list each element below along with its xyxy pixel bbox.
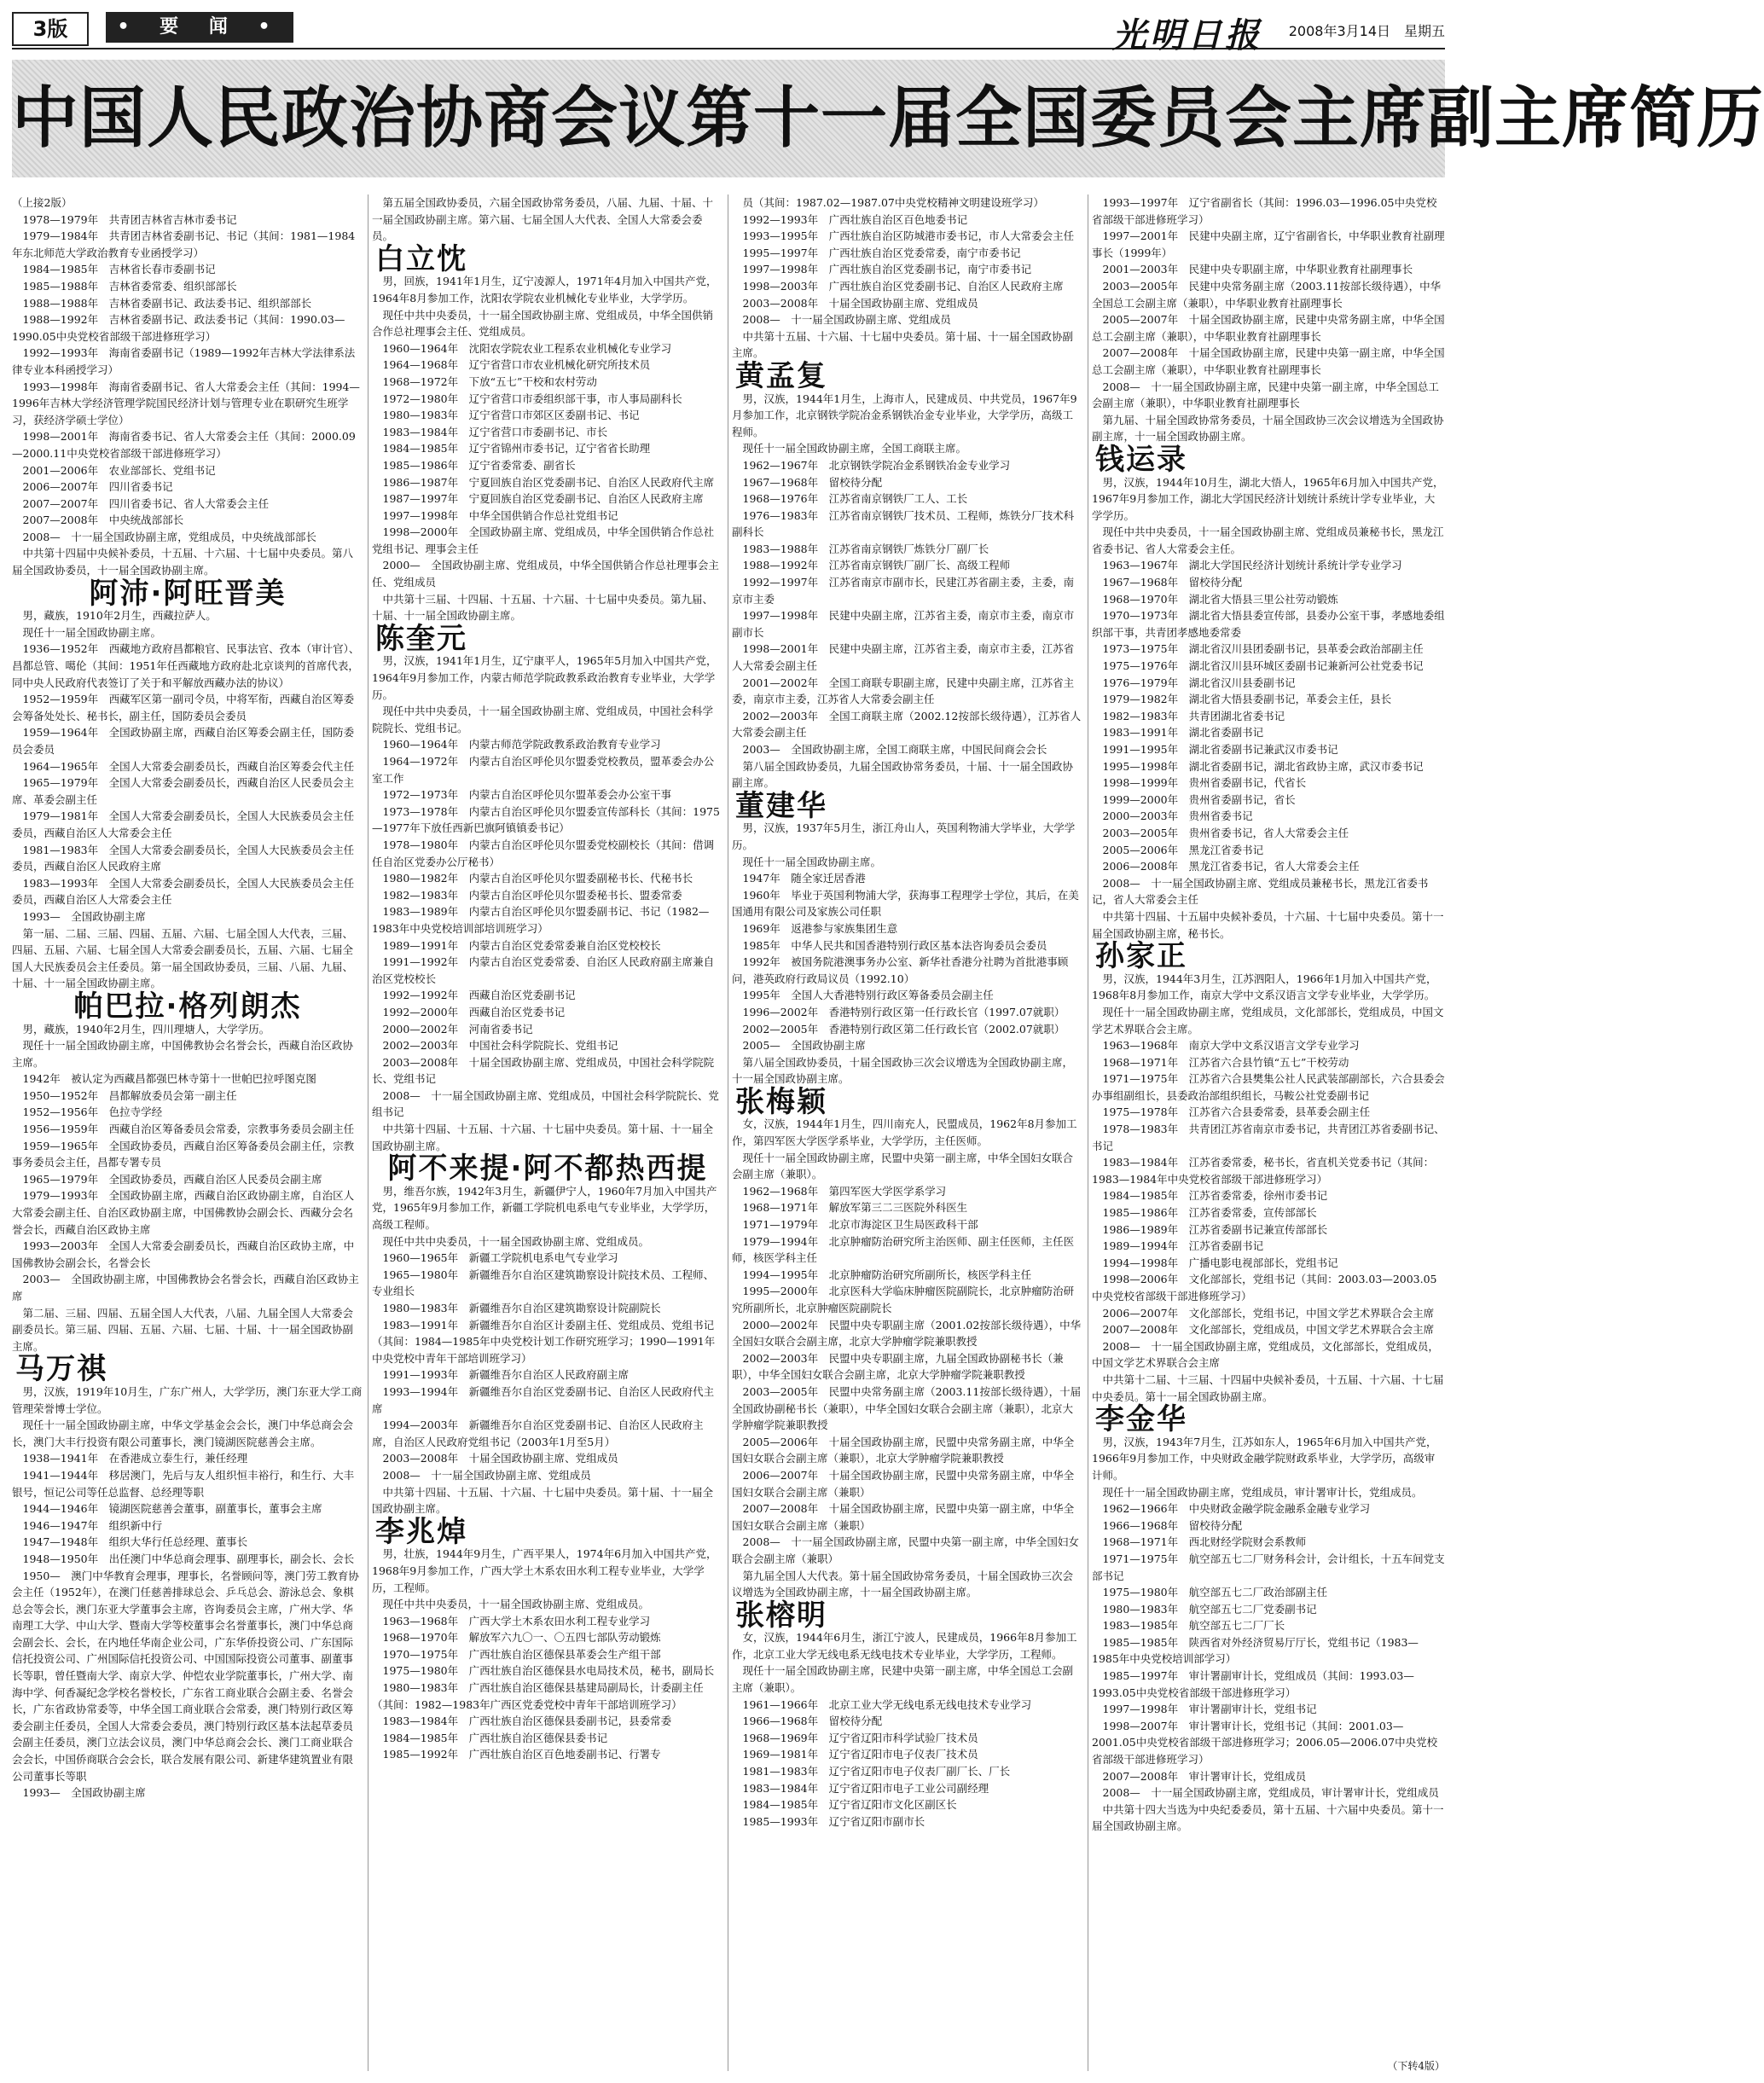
bio-line: 1976—1979年 湖北省汉川县委副书记 xyxy=(1102,676,1296,689)
bio-line: 1984—1985年 辽宁省辽阳市文化区副区长 xyxy=(742,1798,957,1812)
bio-line: 中共第十三届、十四届、十五届、十六届、十七届中央委员。第九届、十届、十一届全国政协副主席。 xyxy=(372,592,714,623)
person-name-heading: 孙家正 xyxy=(1095,939,1187,974)
bio-line: 男，汉族，1919年10月生，广东广州人，大学学历，澳门东亚大学工商管理荣誉博士学位。 xyxy=(12,1384,363,1415)
bio-line: （上接2版） xyxy=(12,196,73,209)
bio-line: 1989—1991年 内蒙古自治区党委常委兼自治区党校校长 xyxy=(382,938,661,952)
bio-line: 1989—1994年 江苏省委副书记 xyxy=(1102,1239,1264,1253)
bio-line: 1983—1984年 辽宁省营口市委副书记、市长 xyxy=(382,425,608,438)
bio-line: 1984—1985年 江苏省委常委，徐州市委书记 xyxy=(1102,1189,1328,1203)
person-name-heading: 董建华 xyxy=(735,788,827,823)
bio-line: 1991—1995年 湖北省委副书记兼武汉市委书记 xyxy=(1102,743,1338,756)
bio-line: 1983—1984年 江苏省委常委，秘书长，省直机关党委书记（其间：1983—1984年中央党校省部级干部进修班学习） xyxy=(1092,1156,1435,1186)
bio-line: 1993— 全国政协副主席 xyxy=(22,909,146,923)
bio-line: 1963—1968年 广西大学土木系农田水利工程专业学习 xyxy=(382,1614,651,1628)
bio-line: 1987—1997年 宁夏回族自治区党委副书记、自治区人民政府主席 xyxy=(382,492,704,506)
bio-line: 1976—1983年 江苏省南京钢铁厂技术员、工程师，炼铁分厂技术科副科长 xyxy=(732,508,1075,539)
bio-line: 1968—1972年 下放“五七”干校和农村劳动 xyxy=(382,374,597,388)
bio-line: 中共第十四届、十五届中央候补委员，十六届、十七届中央委员。第十一届全国政协副主席，秘书长。 xyxy=(1092,909,1444,940)
bio-line: 1998—2006年 文化部部长，党组书记（其间：2003.03—2003.05中央党校省部级干部进修班学习） xyxy=(1092,1273,1437,1303)
bio-line: 1983—1989年 内蒙古自治区呼伦贝尔盟委副书记、书记（1982—1983年中央党校培训部培训班学习） xyxy=(372,905,710,935)
bio-line: 1978—1979年 共青团吉林省吉林市委书记 xyxy=(22,212,237,226)
bio-line: 1988—1988年 吉林省委副书记、政法委书记、组织部部长 xyxy=(22,296,312,310)
person-name-heading: 马万祺 xyxy=(15,1352,107,1387)
bio-line: 1985—1992年 广西壮族自治区百色地委副书记、行署专 xyxy=(382,1748,661,1761)
bio-line: 1988—1992年 吉林省委副书记、政法委书记（其间：1990.03—1990.05中央党校省部级干部进修班学习） xyxy=(12,313,345,343)
bio-line: 1985—1985年 陕西省对外经济贸易厅厅长，党组书记（1983—1985年中央党校培训部学习） xyxy=(1092,1635,1419,1666)
bio-line: 2007—2008年 文化部部长，党组成员，中国文学艺术界联合会主席 xyxy=(1102,1323,1435,1337)
bio-line: 2005—2007年 十届全国政协副主席，民建中央常务副主席，中华全国总工会副主席（兼职），中华职业教育社副理事长 xyxy=(1092,313,1445,343)
bio-line: 2002—2005年 香港特别行政区第二任行政长官（2002.07就职） xyxy=(742,1022,1065,1036)
bio-line: 1956—1959年 西藏自治区筹备委员会常委，宗教事务委员会副主任 xyxy=(22,1123,355,1136)
bio-line: 2006—2007年 文化部部长，党组书记，中国文学艺术界联合会主席 xyxy=(1102,1306,1435,1320)
column-4 xyxy=(1092,194,1445,2071)
bio-line: 1968—1976年 江苏省南京钢铁厂工人、工长 xyxy=(742,492,968,506)
bio-line: 现任十一届全国政协副主席，党组成员，审计署审计长，党组成员。 xyxy=(1102,1485,1423,1499)
section-label: • 要 闻 • xyxy=(106,12,293,43)
bio-line: 中共第十五届、十六届、十七届中央委员。第十届、十一届全国政协副主席。 xyxy=(732,329,1074,360)
bio-line: 中共第十四届中央候补委员，十五届、十六届、十七届中央委员。第八届全国政协委员，十一届全国政协副主席。 xyxy=(12,547,354,577)
bio-line: 1979—1984年 共青团吉林省委副书记、书记（其间：1981—1984年东北师范大学政治教育专业函授学习） xyxy=(12,229,356,259)
bio-line: 1984—1985年 广西壮族自治区德保县委书记 xyxy=(382,1731,608,1744)
bio-line: 1992—1992年 西藏自治区党委副书记 xyxy=(382,989,576,1002)
bio-line: 1994—1995年 北京肿瘤防治研究所副所长，核医学科主任 xyxy=(742,1268,1032,1281)
continuation-note: （下转4版） xyxy=(1387,2060,1445,2072)
bio-line: 1982—1983年 内蒙古自治区呼伦贝尔盟委秘书长、盟委常委 xyxy=(382,888,682,902)
bio-line: 2000—2002年 河南省委书记 xyxy=(382,1022,533,1036)
bio-line: 1981—1983年 全国人大常委会副委员长，全国人大民族委员会主任委员，西藏自治区人民政府主席 xyxy=(12,843,355,873)
bio-line: 2008— 十一届全国政协副主席，党组成员，中央统战部部长 xyxy=(22,530,316,543)
bio-line: 2006—2007年 十届全国政协副主席，民盟中央常务副主席，中华全国妇女联合会副主席（兼职） xyxy=(732,1468,1075,1499)
bio-line: 1971—1979年 北京市海淀区卫生局医政科干部 xyxy=(742,1218,978,1232)
bio-line: 1960—1964年 内蒙古师范学院政教系政治教育专业学习 xyxy=(382,738,661,751)
bio-line: 1979—1981年 全国人大常委会副委员长，全国人大民族委员会主任委员，西藏自治区人大常委会主任 xyxy=(12,809,355,839)
bio-line: 2002—2003年 民盟中央专职副主席，九届全国政协副秘书长（兼职），中华全国妇女联合会副主席，北京大学肿瘤学院兼职教授 xyxy=(732,1351,1064,1382)
newspaper-masthead: 光明日报 xyxy=(1112,15,1262,55)
bio-line: 现任十一届全国政协副主席，民建中央第一副主席，中华全国总工会副主席（兼职）。 xyxy=(732,1664,1074,1695)
bio-line: 1975—1980年 航空部五七二厂政治部副主任 xyxy=(1102,1586,1328,1599)
bio-line: 1944—1946年 镜湖医院慈善会董事，副董事长，董事会主席 xyxy=(22,1502,322,1516)
bio-line: 1947—1948年 组织大华行任总经理、董事长 xyxy=(22,1535,248,1549)
bio-line: 1950— 澳门中华教育会理事，理事长，名誉顾问等，澳门劳工教育协会主任（1952年），在澳门任慈善排球总会、乒乓总会、游泳总会、象棋总会等会长，澳门东亚大学董事会主席，咨询委员会主席，广州大学、华南理工大学、中山大学、暨南大学等校董事会名誉董事长，澳门中华总商会副会长、会长，在内地任华南企业公司，广东华侨投资公司、广东国际信托投资公司、广州国际信托投资公司、中国国际投资公司董事、副董事长等职，曾任暨南大学、南京大学、仲恺农业学院董事长，广州大学、南海中学、何香凝纪念学校名誉校长，广东省工商业联合会副主委、名誉会长，广东省政协常委等，中华全国工商业联合会常委，澳门特别行政区筹委会副主任委员，全国人大常委会委员，澳门特别行政区基本法起草委员会副主任委员，澳门立法会议员，澳门中华总商会会长、澳门工商业联合会会长，中国侨商联合会会长，联合发展有限公司、新建华建筑置业有限公司董事长等职 xyxy=(12,1569,359,1783)
bio-line: 2003—2008年 十届全国政协副主席、党组成员 xyxy=(742,296,978,310)
bio-line: 1936—1952年 西藏地方政府昌都粮官、民事法官、孜本（审计官）、昌都总管、噶伦（其间：1951年任西藏地方政府赴北京谈判的首席代表，同中央人民政府代表签订了关于和平解放西藏办法的协议） xyxy=(12,642,360,689)
bio-line: 1946—1947年 组织新中行 xyxy=(22,1518,163,1532)
bio-line: 1971—1975年 航空部五七二厂财务科会计，会计组长，十五车间党支部书记 xyxy=(1092,1552,1445,1582)
dateline: 2008年3月14日 星期五 xyxy=(1288,23,1445,39)
bio-line: 1960年 毕业于英国利物浦大学，获海事工程理学士学位，其后，在美国通用有限公司及家族公司任职 xyxy=(732,888,1079,919)
bio-line: 1998—2001年 海南省委书记、省人大常委会主任（其间：2000.09—2000.11中央党校省部级干部进修班学习） xyxy=(12,430,356,460)
bio-line: 1973—1978年 内蒙古自治区呼伦贝尔盟委宣传部科长（其间：1975—1977年下放任西新巴旗阿镇镇委书记） xyxy=(372,804,720,835)
bio-line: 1992—1993年 海南省委副书记（1989—1992年吉林大学法律系法律专业本科函授学习） xyxy=(12,346,356,376)
bio-line: 1997—2001年 民建中央副主席，辽宁省副省长，中华职业教育社副理事长（1999年） xyxy=(1092,229,1445,259)
bio-line: 1973—1975年 湖北省汉川县团委副书记，县革委会政治部副主任 xyxy=(1102,642,1424,656)
bio-line: 2007—2007年 四川省委书记、省人大常委会主任 xyxy=(22,496,270,510)
bio-line: 2003—2005年 民建中央常务副主席（2003.11按部长级待遇），中华全国总工会副主席（兼职），中华职业教育社副理事长 xyxy=(1092,279,1442,310)
article-body xyxy=(12,194,1445,2071)
bio-line: 1962—1966年 中央财政金融学院金融系金融专业学习 xyxy=(1102,1502,1371,1516)
bio-line: 男，汉族，1943年7月生，江苏如东人，1965年6月加入中国共产党，1966年9月参加工作，中央财政金融学院财政系毕业，大学学历，高级审计师。 xyxy=(1092,1435,1437,1482)
bio-line: 1997—1998年 中华全国供销合作总社党组书记 xyxy=(382,508,618,522)
person-name-heading: 阿沛·阿旺晋美 xyxy=(89,576,287,611)
bio-line: 1985—1988年 吉林省委常委、组织部部长 xyxy=(22,279,237,293)
bio-line: 1947年 随全家迁居香港 xyxy=(742,872,866,885)
bio-line: 1964—1972年 内蒙古自治区呼伦贝尔盟委党校教员，盟革委会办公室工作 xyxy=(372,755,715,785)
bio-line: 2008— 十一届全国政协副主席，民盟中央第一副主席，中华全国妇女联合会副主席（兼职） xyxy=(732,1535,1079,1565)
bio-line: 现任中共中央委员，十一届全国政协副主席、党组成员。 xyxy=(382,1234,650,1248)
bio-line: 2001—2002年 全国工商联专职副主席，民建中央副主席，江苏省主委，南京市主委，江苏省人大常委会副主任 xyxy=(732,676,1075,706)
bio-line: 2003—2005年 民盟中央常务副主席（2003.11按部长级待遇），十届全国政协副秘书长（兼职），中华全国妇女联合会副主席（兼职），北京大学肿瘤学院兼职教授 xyxy=(732,1384,1082,1432)
bio-line: 现任中共中央委员，十一届全国政协副主席、党组成员，中国社会科学院院长、党组书记。 xyxy=(372,705,714,734)
bio-line: 1968—1971年 解放军第三二三医院外科医生 xyxy=(742,1201,968,1215)
bio-line: 2008— 十一届全国政协副主席、党组成员 xyxy=(742,313,951,327)
bio-line: 1985年 中华人民共和国香港特别行政区基本法咨询委员会委员 xyxy=(742,938,1047,952)
bio-line: 1979—1982年 湖北省大悟县委副书记，革委会主任，县长 xyxy=(1102,693,1392,706)
bio-line: 1993— 全国政协副主席 xyxy=(22,1786,146,1800)
bio-line: 1965—1979年 全国人大常委会副委员长，西藏自治区人民委员会主席、革委会副主任 xyxy=(12,776,355,806)
bio-line: 1994—2003年 新疆维吾尔自治区党委副书记、自治区人民政府主席，自治区人民政府党组书记（2003年1月至5月） xyxy=(372,1419,704,1448)
bio-line: 员（其间：1987.02—1987.07中央党校精神文明建设班学习） xyxy=(742,196,1044,209)
bio-line: 1982—1983年 共青团湖北省委书记 xyxy=(1102,709,1285,722)
bio-line: 男，汉族，1937年5月生，浙江舟山人，英国利物浦大学毕业，大学学历。 xyxy=(732,821,1076,851)
bio-line: 2001—2006年 农业部部长、党组书记 xyxy=(22,463,216,477)
bio-line: 1966—1968年 留校待分配 xyxy=(1102,1518,1243,1532)
bio-line: 1965—1980年 新疆维吾尔自治区建筑勘察设计院技术员、工程师、专业组长 xyxy=(372,1268,715,1298)
bio-line: 2000— 全国政协副主席、党组成员，中华全国供销合作总社理事会主任、党组成员 xyxy=(372,559,719,589)
bio-line: 1993—2003年 全国人大常委会副委员长，西藏自治区政协主席，中国佛教协会副会长，名誉会长 xyxy=(12,1239,355,1269)
bio-line: 1986—1989年 江苏省委副书记兼宣传部部长 xyxy=(1102,1222,1328,1236)
bio-line: 2003—2008年 十届全国政协副主席、党组成员 xyxy=(382,1452,618,1465)
bio-line: 1983—1993年 全国人大常委会副委员长，全国人大民族委员会主任委员，西藏自治区人大常委会主任 xyxy=(12,876,355,907)
page-header xyxy=(12,7,1445,55)
bio-line: 1994—1998年 广播电影电视部部长，党组书记 xyxy=(1102,1256,1338,1269)
bio-line: 现任十一届全国政协副主席。 xyxy=(742,855,882,868)
column-2 xyxy=(372,194,723,2071)
bio-line: 1983—1991年 湖北省委副书记 xyxy=(1102,726,1264,740)
bio-line: 现任十一届全国政协副主席，党组成员，文化部部长，党组成员，中国文学艺术界联合会主席。 xyxy=(1092,1005,1444,1036)
bio-line: 2003— 全国政协副主席，中国佛教协会名誉会长，西藏自治区政协主席 xyxy=(12,1273,359,1303)
bio-line: 现任十一届全国政协副主席，民盟中央第一副主席，中华全国妇女联合会副主席（兼职）。 xyxy=(732,1151,1074,1181)
person-name-heading: 陈奎元 xyxy=(375,621,467,656)
bio-line: 1993—1994年 新疆维吾尔自治区党委副书记、自治区人民政府代主席 xyxy=(372,1384,715,1415)
edition-number: 3版 xyxy=(12,12,89,46)
bio-line: 1981—1983年 辽宁省辽阳市电子仪表厂副厂长、厂长 xyxy=(742,1765,1011,1778)
bio-line: 1998—2007年 审计署审计长，党组书记（其间：2001.03—2001.05中央党校省部级干部进修班学习；2006.05—2006.07中央党校省部级干部进修班学习） xyxy=(1092,1719,1438,1767)
bio-line: 现任十一届全国政协副主席。 xyxy=(22,625,162,639)
bio-line: 1967—1968年 留校待分配 xyxy=(1102,576,1243,589)
bio-line: 女，汉族，1944年1月生，四川南充人，民盟成员，1962年8月参加工作，第四军医大学医学系毕业，大学学历，主任医师。 xyxy=(732,1117,1077,1148)
bio-line: 2005—2006年 十届全国政协副主席，民盟中央常务副主席，中华全国妇女联合会副主席（兼职），北京大学肿瘤学院兼职教授 xyxy=(732,1435,1075,1465)
bio-line: 第八届全国政协委员，九届全国政协常务委员，十届、十一届全国政协副主席。 xyxy=(732,759,1074,790)
bio-line: 1993—1997年 辽宁省副省长（其间：1996.03—1996.05中央党校省部级干部进修班学习） xyxy=(1092,196,1437,226)
bio-line: 1992—1993年 广西壮族自治区百色地委书记 xyxy=(742,212,968,226)
bio-line: 现任中共中央委员，十一届全国政协副主席、党组成员。 xyxy=(382,1598,650,1611)
bio-line: 1980—1983年 广西壮族自治区德保县基建局副局长，计委副主任（其间：1982—1983年广西区党委党校中青年干部培训班学习） xyxy=(372,1681,704,1711)
bio-line: 男，汉族，1944年1月生，上海市人，民建成员、中共党员，1967年9月参加工作，北京钢铁学院冶金系钢铁冶金专业毕业，大学学历，高级工程师。 xyxy=(732,392,1077,438)
bio-line: 1985—1986年 江苏省委常委，宣传部部长 xyxy=(1102,1206,1317,1220)
bio-line: 1975—1976年 湖北省汉川县环城区委副书记兼新河公社党委书记 xyxy=(1102,659,1424,673)
bio-line: 1997—1998年 审计署副审计长，党组书记 xyxy=(1102,1703,1317,1716)
person-name-heading: 李金华 xyxy=(1095,1402,1187,1437)
bio-line: 2001—2003年 民建中央专职副主席，中华职业教育社副理事长 xyxy=(1102,263,1413,276)
bio-line: 男，藏族，1940年2月生，四川理塘人，大学学历。 xyxy=(22,1022,270,1036)
bio-line: 男，藏族，1910年2月生，西藏拉萨人。 xyxy=(22,609,217,623)
bio-line: 1972—1980年 辽宁省营口市委组织部干事，市人事局副科长 xyxy=(382,392,682,405)
bio-line: 1979—1993年 全国政协副主席，西藏自治区政协副主席，自治区人大常委会副主任、自治区政协副主席，中国佛教协会副会长、西藏分会名誉会长，西藏自治区政协主席 xyxy=(12,1189,355,1236)
bio-line: 1942年 被认定为西藏昌都强巴林寺第十一世帕巴拉呼图克图 xyxy=(22,1072,316,1086)
bio-line: 1969年 返港参与家族集团生意 xyxy=(742,921,898,935)
bio-line: 2007—2008年 十届全国政协副主席，民建中央第一副主席，中华全国总工会副主席（兼职），中华职业教育社副理事长 xyxy=(1092,346,1445,376)
bio-line: 1985—1986年 辽宁省委常委、副省长 xyxy=(382,458,576,472)
bio-line: 1986—1987年 宁夏回族自治区党委副书记、自治区人民政府代主席 xyxy=(382,475,715,489)
bio-line: 1995—1998年 湖北省委副书记，湖北省政协主席，武汉市委书记 xyxy=(1102,759,1424,773)
bio-line: 女，汉族，1944年6月生，浙江宁波人，民建成员，1966年8月参加工作，北京工业大学无线电系无线电技术专业毕业，大学学历，工程师。 xyxy=(732,1631,1077,1661)
bio-line: 1998—2000年 全国政协副主席、党组成员，中华全国供销合作总社党组书记、理事会主任 xyxy=(372,525,715,555)
bio-line: 2005—2006年 黑龙江省委书记 xyxy=(1102,843,1264,856)
bio-line: 1996—2002年 香港特别行政区第一任行政长官（1997.07就职） xyxy=(742,1005,1065,1018)
bio-line: 男，汉族，1944年3月生，江苏泗阳人，1966年1月加入中国共产党，1968年8月参加工作，南京大学中文系汉语言文学专业毕业，大学学历。 xyxy=(1092,972,1437,1002)
bio-line: 现任十一届全国政协副主席，中华文学基金会会长，澳门中华总商会会长，澳门大丰行投资有限公司董事长，澳门镜湖医院慈善会主席。 xyxy=(12,1419,354,1448)
bio-line: 1975—1980年 广西壮族自治区德保县水电局技术员，秘书，副局长 xyxy=(382,1664,715,1678)
bio-line: 1968—1971年 江苏省六合县竹镇“五七”干校劳动 xyxy=(1102,1055,1349,1069)
bio-line: 1984—1985年 吉林省长春市委副书记 xyxy=(22,263,216,276)
bio-line: 现任中共中央委员，十一届全国政协副主席、党组成员，中华全国供销合作总社理事会主任、党组成员。 xyxy=(372,308,714,339)
bio-line: 2008— 十一届全国政协副主席，党组成员，文化部部长，党组成员，中国文学艺术界联合会主席 xyxy=(1092,1339,1439,1370)
bio-line: 1960—1964年 沈阳农学院农业工程系农业机械化专业学习 xyxy=(382,341,672,355)
bio-line: 1980—1983年 新疆维吾尔自治区建筑勘察设计院副院长 xyxy=(382,1302,661,1314)
bio-line: 1968—1970年 解放军六九〇一、〇五四七部队劳动锻炼 xyxy=(382,1631,661,1645)
bio-line: 1966—1968年 留校待分配 xyxy=(742,1715,883,1728)
bio-line: 2008— 十一届全国政协副主席、党组成员 xyxy=(382,1468,591,1482)
bio-line: 男，回族，1941年1月生，辽宁凌源人，1971年4月加入中国共产党，1964年8月参加工作，沈阳农学院农业机械化专业毕业，大学学历。 xyxy=(372,275,717,305)
bio-line: 2006—2008年 黑龙江省委书记，省人大常委会主任 xyxy=(1102,860,1360,873)
bio-line: 1998—2003年 广西壮族自治区党委副书记、自治区人民政府主席 xyxy=(742,279,1064,293)
bio-line: 1962—1967年 北京钢铁学院冶金系钢铁冶金专业学习 xyxy=(742,458,1011,472)
bio-line: 1985—1993年 辽宁省辽阳市副市长 xyxy=(742,1814,926,1828)
bio-line: 1962—1968年 第四军医大学医学系学习 xyxy=(742,1184,947,1198)
person-name-heading: 黄孟复 xyxy=(735,358,827,393)
bio-line: 1992年 被国务院港澳事务办公室、新华社香港分社聘为首批港事顾问，港英政府行政局议员（1992.10） xyxy=(732,955,1069,985)
bio-line: 中共第十四届、十五届、十六届、十七届中央委员。第十届、十一届全国政协副主席。 xyxy=(372,1123,714,1152)
headline-banner xyxy=(12,60,1764,177)
bio-line: 1938—1941年 在香港成立泰生行，兼任经理 xyxy=(22,1452,248,1465)
bio-line: 中共第十四大当选为中央纪委委员，第十五届、十六届中央委员。第十一届全国政协副主席。 xyxy=(1092,1802,1444,1833)
bio-line: 1983—1988年 江苏省南京钢铁厂炼铁分厂副厂长 xyxy=(742,542,989,555)
bio-line: 第九届全国人大代表。第十届全国政协常务委员，十届全国政协三次会议增选为全国政协副主席，十一届全国政协副主席。 xyxy=(732,1569,1074,1599)
bio-line: 第二届、三届、四届、五届全国人大代表，八届、九届全国人大常委会副委员长。第三届、四届、五届、六届、七届、十届、十一届全国政协副主席。 xyxy=(12,1306,354,1353)
bio-line: 1959—1964年 全国政协副主席，西藏自治区筹委会副主任，国防委员会委员 xyxy=(12,726,355,756)
bio-line: 1968—1971年 西北财经学院财会系教师 xyxy=(1102,1535,1307,1549)
bio-line: 1985—1997年 审计署副审计长，党组成员（其间：1993.03—1993.05中央党校省部级干部进修班学习） xyxy=(1092,1669,1414,1699)
bio-line: 1950—1952年 昌都解放委员会第一副主任 xyxy=(22,1088,237,1102)
bio-line: 2003— 全国政协副主席，全国工商联主席，中国民间商会会长 xyxy=(742,743,1047,756)
person-name-heading: 钱运录 xyxy=(1095,442,1187,477)
bio-line: 1967—1968年 留校待分配 xyxy=(742,475,883,489)
bio-line: 2002—2003年 中国社会科学院院长、党组书记 xyxy=(382,1039,618,1053)
person-name-heading: 李兆焯 xyxy=(375,1514,467,1549)
bio-line: 1970—1973年 湖北省大悟县委宣传部，县委办公室干事，孝感地委组织部干事，共青团孝感地委常委 xyxy=(1092,609,1445,639)
bio-line: 1971—1975年 江苏省六合县樊集公社人民武装部副部长，六合县委会办事组副组长，县委政治部组织组长，马鞍公社党委副书记 xyxy=(1092,1072,1445,1102)
bio-line: 1941—1944年 移居澳门，先后与友人组织恒丰裕行，和生行、大丰银号，恒记公司等任总监督、总经理等职 xyxy=(12,1468,355,1499)
bio-line: 1997—1998年 民建中央副主席，江苏省主委，南京市主委，南京市副市长 xyxy=(732,609,1075,639)
column-1 xyxy=(12,194,363,2071)
bio-line: 1978—1983年 共青团江苏省南京市委书记，共青团江苏省委副书记、书记 xyxy=(1092,1123,1445,1152)
bio-line: 男，汉族，1944年10月生，湖北大悟人，1965年6月加入中国共产党，1967年9月参加工作，湖北大学国民经济计划统计系统计学专业毕业，大学学历。 xyxy=(1092,475,1444,522)
bio-line: 中共第十四届、十五届、十六届、十七届中央委员。第十届、十一届全国政协副主席。 xyxy=(372,1485,714,1516)
bio-line: 1983—1984年 辽宁省辽阳市电子工业公司副经理 xyxy=(742,1781,989,1795)
bio-line: 1968—1970年 湖北省大悟县三里公社劳动锻炼 xyxy=(1102,592,1338,606)
bio-line: 现任十一届全国政协副主席，中国佛教协会名誉会长，西藏自治区政协主席。 xyxy=(12,1039,354,1069)
bio-line: 1959—1965年 全国政协委员，西藏自治区筹备委员会副主任，宗教事务委员会主任，昌都专署专员 xyxy=(12,1139,355,1169)
bio-line: 1993—1995年 广西壮族自治区防城港市委书记，市人大常委会主任 xyxy=(742,229,1075,243)
bio-line: 1983—1985年 航空部五七二厂厂长 xyxy=(1102,1619,1285,1633)
bio-line: 1980—1982年 内蒙古自治区呼伦贝尔盟委副秘书长、代秘书长 xyxy=(382,872,693,885)
bio-line: 1983—1984年 广西壮族自治区德保县委副书记，县委常委 xyxy=(382,1715,672,1728)
bio-line: 1988—1992年 江苏省南京钢铁厂副厂长、高级工程师 xyxy=(742,559,1011,572)
person-name-heading: 白立忱 xyxy=(375,241,467,276)
bio-line: 1963—1968年 南京大学中文系汉语言文学专业学习 xyxy=(1102,1039,1360,1053)
bio-line: 1948—1950年 出任澳门中华总商会理事、副理事长，副会长、会长 xyxy=(22,1552,355,1565)
bio-line: 1980—1983年 航空部五七二厂党委副书记 xyxy=(1102,1602,1317,1616)
bio-line: 1968—1969年 辽宁省辽阳市科学试验厂技术员 xyxy=(742,1731,978,1744)
bio-line: 第八届全国政协委员，十届全国政协三次会议增选为全国政协副主席，十一届全国政协副主席。 xyxy=(732,1055,1074,1086)
bio-line: 1970—1975年 广西壮族自治区德保县革委会生产组干部 xyxy=(382,1647,661,1661)
bio-line: 1969—1981年 辽宁省辽阳市电子仪表厂技术员 xyxy=(742,1748,978,1761)
bio-line: 1972—1973年 内蒙古自治区呼伦贝尔盟革委会办公室干事 xyxy=(382,788,672,802)
bio-line: 1995年 全国人大香港特别行政区筹备委员会副主任 xyxy=(742,989,994,1002)
bio-line: 1964—1968年 辽宁省营口市农业机械化研究所技术员 xyxy=(382,358,651,372)
bio-line: 1983—1991年 新疆维吾尔自治区计委副主任、党组成员、党组书记（其间：1984—1985年中央党校计划工作研究班学习；1990—1991年中央党校中青年干部培训班学习） xyxy=(372,1318,716,1365)
bio-line: 1991—1993年 新疆维吾尔自治区人民政府副主席 xyxy=(382,1368,630,1382)
bio-line: 中共第十二届、十三届、十四届中央候补委员，十五届、十六届、十七届中央委员。第十一届全国政协副主席。 xyxy=(1092,1372,1444,1403)
bio-line: 1960—1965年 新疆工学院机电系电气专业学习 xyxy=(382,1251,618,1265)
bio-line: 2000—2003年 贵州省委书记 xyxy=(1102,809,1253,823)
bio-line: 1992—2000年 西藏自治区党委书记 xyxy=(382,1005,566,1018)
bio-line: 第五届全国政协委员，六届全国政协常务委员，八届、九届、十届、十一届全国政协副主席。第六届、七届全国人大代表、全国人大常委会委员。 xyxy=(372,196,714,243)
bio-line: 1995—2000年 北京医科大学临床肿瘤医院副院长，北京肿瘤防治研究所副所长，北京肿瘤医院副院长 xyxy=(732,1285,1075,1314)
person-name-heading: 张榕明 xyxy=(735,1598,827,1633)
bio-line: 2006—2007年 四川省委书记 xyxy=(22,480,173,494)
bio-line: 1978—1980年 内蒙古自治区呼伦贝尔盟委党校副校长（其间：借调任自治区党委办公厅秘书） xyxy=(372,838,715,868)
person-name-heading: 帕巴拉·格列朗杰 xyxy=(73,989,302,1024)
bio-line: 男，维吾尔族，1942年3月生，新疆伊宁人，1960年7月加入中国共产党，1965年9月参加工作，新疆工学院机电系电气专业毕业，大学学历，高级工程师。 xyxy=(372,1184,717,1232)
bio-line: 1984—1985年 辽宁省锦州市委书记，辽宁省省长助理 xyxy=(382,442,651,455)
bio-line: 2007—2008年 十届全国政协副主席，民盟中央第一副主席，中华全国妇女联合会副主席（兼职） xyxy=(732,1502,1075,1532)
person-name-heading: 阿不来提·阿不都热西提 xyxy=(387,1152,708,1187)
bio-line: 1952—1959年 西藏军区第一副司令员，中将军衔，西藏自治区筹委会筹备处处长、秘书长，副主任，国防委员会委员 xyxy=(12,693,355,722)
bio-line: 1992—1997年 江苏省南京市副市长，民建江苏省副主委，主委，南京市主委 xyxy=(732,576,1075,606)
bio-line: 男，汉族，1941年1月生，辽宁康平人，1965年5月加入中国共产党，1964年9月参加工作，内蒙古师范学院政教系政治教育专业毕业，大学学历。 xyxy=(372,654,717,701)
bio-line: 2000—2002年 民盟中央专职副主席（2001.02按部长级待遇），中华全国妇女联合会副主席，北京大学肿瘤学院兼职教授 xyxy=(732,1318,1082,1349)
bio-line: 第一届、二届、三届、四届、五届、六届、七届全国人大代表，三届、四届、五届、六届、七届全国人大常委会副委员长，五届、六届、七届全国人大民族委员会主任委员。第一届全国政协委员，三届、八届、九届、十届、十一届全国政协副主席。 xyxy=(12,926,354,990)
bio-line: 1995—1997年 广西壮族自治区党委常委，南宁市委书记 xyxy=(742,246,1021,259)
bio-line: 男，壮族，1944年9月生，广西平果人，1974年6月加入中国共产党，1968年9月参加工作，广西大学土木系农田水利工程专业毕业，大学学历，工程师。 xyxy=(372,1547,717,1594)
bio-line: 1965—1979年 全国政协委员，西藏自治区人民委员会副主席 xyxy=(22,1172,322,1186)
bio-line: 现任十一届全国政协副主席，全国工商联主席。 xyxy=(742,442,967,455)
bio-line: 1991—1992年 内蒙古自治区党委常委、自治区人民政府副主席兼自治区党校校长 xyxy=(372,955,715,985)
bio-line: 1961—1966年 北京工业大学无线电系无线电技术专业学习 xyxy=(742,1697,1032,1711)
bio-line: 2003—2008年 十届全国政协副主席、党组成员，中国社会科学院院长、党组书记 xyxy=(372,1055,715,1086)
bio-line: 2008— 十一届全国政协副主席、党组成员兼秘书长，黑龙江省委书记，省人大常委会主任 xyxy=(1092,876,1429,907)
bio-line: 1952—1956年 色拉寺学经 xyxy=(22,1105,163,1119)
bio-line: 1979—1994年 北京肿瘤防治研究所主治医师、副主任医师，主任医师，核医学科主任 xyxy=(732,1234,1075,1265)
bio-line: 2007—2008年 审计署审计长，党组成员 xyxy=(1102,1769,1307,1783)
bio-line: 1998—1999年 贵州省委副书记，代省长 xyxy=(1102,776,1307,790)
bio-line: 1998—2001年 民建中央副主席，江苏省主委，南京市主委，江苏省人大常委会副主任 xyxy=(732,642,1075,673)
bio-line: 2008— 十一届全国政协副主席，党组成员，审计署审计长，党组成员 xyxy=(1102,1786,1439,1800)
bio-line: 1975—1978年 江苏省六合县委常委，县革委会副主任 xyxy=(1102,1105,1371,1119)
bio-line: 1980—1983年 辽宁省营口市郊区区委副书记、书记 xyxy=(382,409,640,422)
bio-line: 第九届、十届全国政协常务委员，十届全国政协三次会议增选为全国政协副主席，十一届全国政协副主席。 xyxy=(1092,413,1444,444)
bio-line: 2008— 十一届全国政协副主席，民建中央第一副主席，中华全国总工会副主席（兼职），中华职业教育社副理事长 xyxy=(1092,380,1439,410)
person-name-heading: 张梅颖 xyxy=(735,1084,827,1119)
bio-line: 1963—1967年 湖北大学国民经济计划统计系统计学专业学习 xyxy=(1102,559,1402,572)
bio-line: 2007—2008年 中央统战部部长 xyxy=(22,513,184,527)
bio-line: 1964—1965年 全国人大常委会副委员长，西藏自治区筹委会代主任 xyxy=(22,759,355,773)
bio-line: 1999—2000年 贵州省委副书记，省长 xyxy=(1102,792,1296,806)
bio-line: 2003—2005年 贵州省委书记，省人大常委会主任 xyxy=(1102,826,1349,839)
bio-line: 现任中共中央委员，十一届全国政协副主席、党组成员兼秘书长，黑龙江省委书记、省人大常委会主任。 xyxy=(1092,525,1444,555)
bio-line: 1997—1998年 广西壮族自治区党委副书记，南宁市委书记 xyxy=(742,263,1032,276)
bio-line: 2005— 全国政协副主席 xyxy=(742,1039,866,1053)
column-3 xyxy=(732,194,1083,2071)
headline: 中国人民政治协商会议第十一届全国委员会主席副主席简历 xyxy=(12,80,1764,157)
bio-line: 2002—2003年 全国工商联主席（2002.12按部长级待遇），江苏省人大常委会副主任 xyxy=(732,709,1082,740)
bio-line: 1993—1998年 海南省委副书记、省人大常委会主任（其间：1994—1996年吉林大学经济管理学院国民经济计划与管理专业在职研究生班学习，获经济学硕士学位） xyxy=(12,380,360,426)
bio-line: 2008— 十一届全国政协副主席、党组成员，中国社会科学院院长、党组书记 xyxy=(372,1088,719,1119)
